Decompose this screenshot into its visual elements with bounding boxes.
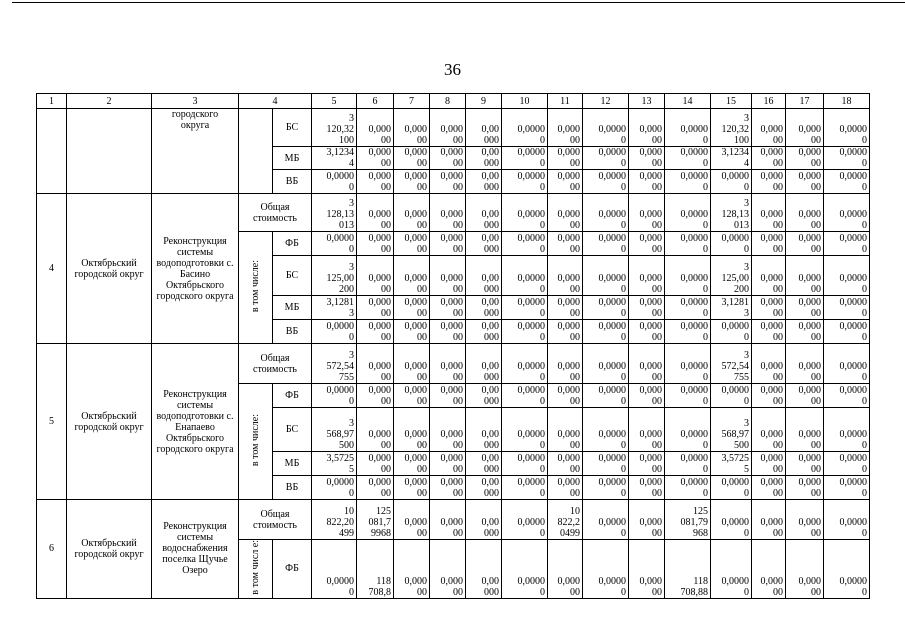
value-cell: 0,000 00: [548, 194, 583, 232]
value-cell: 0,0000 0: [583, 232, 629, 256]
value-cell: 0,000 00: [357, 320, 394, 344]
value-cell: 0,00 000: [466, 540, 502, 599]
value-cell: 10 822,2 0499: [548, 500, 583, 540]
value-cell: 0,0000 0: [583, 147, 629, 170]
value-cell: 0,0000 0: [583, 320, 629, 344]
column-header: 10: [502, 94, 548, 109]
column-header: 9: [466, 94, 502, 109]
value-cell: 0,0000 0: [824, 296, 870, 320]
value-cell: 0,000 00: [629, 296, 665, 320]
value-cell: 0,000 00: [752, 170, 786, 194]
value-cell: 0,0000 0: [583, 344, 629, 384]
value-cell: 0,000 00: [357, 147, 394, 170]
fund-code: БС: [273, 109, 312, 147]
value-cell: 0,000 00: [357, 194, 394, 232]
top-border-line: [12, 2, 905, 3]
value-cell: 0,000 00: [394, 109, 430, 147]
value-cell: 0,0000 0: [502, 344, 548, 384]
value-cell: 0,0000 0: [502, 476, 548, 500]
value-cell: 0,000 00: [629, 452, 665, 476]
value-cell: 0,000 00: [430, 452, 466, 476]
value-cell: 0,0000 0: [502, 452, 548, 476]
value-cell: 0,000 00: [548, 256, 583, 296]
value-cell: 0,000 00: [548, 320, 583, 344]
value-cell: 0,000 00: [430, 344, 466, 384]
value-cell: 0,000 00: [357, 384, 394, 408]
value-cell: 3,5725 5: [711, 452, 752, 476]
value-cell: 0,0000 0: [824, 232, 870, 256]
municipality-cell: Октябрьский городской округ: [67, 344, 152, 500]
value-cell: 0,0000 0: [665, 452, 711, 476]
column-header: 16: [752, 94, 786, 109]
value-cell: 0,0000 0: [665, 408, 711, 452]
value-cell: 0,000 00: [786, 170, 824, 194]
value-cell: 0,00 000: [466, 452, 502, 476]
column-header: 4: [239, 94, 312, 109]
value-cell: 0,000 00: [629, 147, 665, 170]
value-cell: 0,0000 0: [583, 170, 629, 194]
value-cell: 0,0000 0: [665, 384, 711, 408]
budget-table: [36, 93, 870, 599]
value-cell: 0,000 00: [629, 256, 665, 296]
value-cell: 0,000 00: [430, 540, 466, 599]
value-cell: 0,000 00: [752, 500, 786, 540]
value-cell: 0,000 00: [548, 344, 583, 384]
value-cell: 0,000 00: [752, 296, 786, 320]
value-cell: 0,000 00: [548, 452, 583, 476]
value-cell: 0,00 000: [466, 170, 502, 194]
value-cell: 0,0000 0: [312, 320, 357, 344]
municipality-cell: [67, 109, 152, 194]
value-cell: 0,000 00: [430, 476, 466, 500]
value-cell: 0,0000 0: [665, 296, 711, 320]
value-cell: 0,000 00: [548, 170, 583, 194]
value-cell: 0,000 00: [752, 540, 786, 599]
value-cell: 3 572,54 755: [312, 344, 357, 384]
value-cell: 0,000 00: [430, 194, 466, 232]
value-cell: 0,000 00: [786, 147, 824, 170]
value-cell: 118 708,8: [357, 540, 394, 599]
value-cell: 3 128,13 013: [711, 194, 752, 232]
value-cell: 0,0000 0: [824, 344, 870, 384]
value-cell: 0,0000 0: [312, 540, 357, 599]
value-cell: 0,0000 0: [665, 232, 711, 256]
column-header: 18: [824, 94, 870, 109]
value-cell: 0,000 00: [629, 540, 665, 599]
value-cell: 0,0000 0: [824, 147, 870, 170]
value-cell: 0,0000 0: [502, 170, 548, 194]
value-cell: 0,000 00: [394, 232, 430, 256]
value-cell: 0,000 00: [548, 109, 583, 147]
value-cell: 118 708,88: [665, 540, 711, 599]
value-cell: 0,000 00: [629, 109, 665, 147]
value-cell: 0,0000 0: [312, 170, 357, 194]
fund-code: БС: [273, 408, 312, 452]
value-cell: 0,000 00: [548, 408, 583, 452]
value-cell: 0,0000 0: [502, 232, 548, 256]
row-number: 4: [37, 194, 67, 344]
value-cell: 0,00 000: [466, 296, 502, 320]
value-cell: 0,000 00: [752, 320, 786, 344]
value-cell: 0,0000 0: [824, 384, 870, 408]
value-cell: 0,0000 0: [583, 540, 629, 599]
value-cell: 0,000 00: [786, 476, 824, 500]
column-header: 14: [665, 94, 711, 109]
value-cell: 0,00 000: [466, 476, 502, 500]
fund-code: ВБ: [273, 170, 312, 194]
value-cell: 0,000 00: [394, 194, 430, 232]
value-cell: 0,00 000: [466, 408, 502, 452]
value-cell: 0,0000 0: [711, 476, 752, 500]
table-row: [37, 109, 870, 147]
value-cell: 0,00 000: [466, 344, 502, 384]
value-cell: 0,000 00: [394, 408, 430, 452]
value-cell: 0,0000 0: [824, 500, 870, 540]
value-cell: 0,0000 0: [824, 194, 870, 232]
value-cell: 0,0000 0: [583, 476, 629, 500]
value-cell: 0,000 00: [629, 408, 665, 452]
value-cell: 0,00 000: [466, 147, 502, 170]
value-cell: 0,000 00: [394, 540, 430, 599]
value-cell: 0,000 00: [430, 384, 466, 408]
value-cell: 0,000 00: [786, 320, 824, 344]
value-cell: 0,0000 0: [665, 194, 711, 232]
value-cell: 3,1281 3: [711, 296, 752, 320]
value-cell: 0,0000 0: [583, 109, 629, 147]
value-cell: 3,1234 4: [711, 147, 752, 170]
value-cell: 0,00 000: [466, 256, 502, 296]
table-row: [37, 344, 870, 384]
value-cell: 0,000 00: [629, 194, 665, 232]
value-cell: 0,0000 0: [711, 320, 752, 344]
value-cell: 3 568,97 500: [312, 408, 357, 452]
value-cell: 0,000 00: [394, 500, 430, 540]
value-cell: 125 081,79 968: [665, 500, 711, 540]
blank-cell: [239, 109, 273, 194]
value-cell: 0,0000 0: [312, 384, 357, 408]
value-cell: 0,000 00: [752, 344, 786, 384]
value-cell: 0,00 000: [466, 500, 502, 540]
value-cell: 0,000 00: [548, 540, 583, 599]
column-header: 2: [67, 94, 152, 109]
value-cell: 0,0000 0: [312, 232, 357, 256]
value-cell: 0,000 00: [430, 320, 466, 344]
value-cell: 0,000 00: [786, 109, 824, 147]
value-cell: 0,0000 0: [502, 109, 548, 147]
value-cell: 0,000 00: [752, 384, 786, 408]
value-cell: 0,0000 0: [665, 147, 711, 170]
value-cell: 3 568,97 500: [711, 408, 752, 452]
fund-code: ФБ: [273, 232, 312, 256]
value-cell: 0,000 00: [752, 194, 786, 232]
object-name: Реконструкция системы водоподготовки с. Енапаево Октябрьского городского округа: [152, 344, 239, 500]
object-name: Реконструкция системы водоснабжения поселка Щучье Озеро: [152, 500, 239, 599]
value-cell: 3 125,00 200: [711, 256, 752, 296]
value-cell: 0,000 00: [548, 232, 583, 256]
value-cell: 0,000 00: [357, 170, 394, 194]
including-label: в том числе:: [239, 232, 273, 344]
value-cell: 0,0000 0: [824, 476, 870, 500]
total-cost-label: Общая стоимость: [239, 500, 312, 540]
value-cell: 0,0000 0: [824, 540, 870, 599]
value-cell: 0,000 00: [394, 256, 430, 296]
value-cell: 0,0000 0: [502, 500, 548, 540]
value-cell: 3,5725 5: [312, 452, 357, 476]
including-label: в том числе:: [239, 384, 273, 500]
value-cell: 0,00 000: [466, 194, 502, 232]
value-cell: 0,000 00: [786, 296, 824, 320]
header-row: [37, 94, 870, 109]
value-cell: 0,000 00: [629, 500, 665, 540]
value-cell: 0,000 00: [629, 384, 665, 408]
municipality-cell: Октябрьский городской округ: [67, 500, 152, 599]
value-cell: 0,0000 0: [824, 320, 870, 344]
table-row: [37, 500, 870, 540]
value-cell: 0,000 00: [394, 296, 430, 320]
total-cost-label: Общая стоимость: [239, 194, 312, 232]
total-cost-label: Общая стоимость: [239, 344, 312, 384]
value-cell: 0,0000 0: [583, 296, 629, 320]
fund-code: МБ: [273, 296, 312, 320]
column-header: 17: [786, 94, 824, 109]
value-cell: 0,000 00: [394, 476, 430, 500]
value-cell: 0,000 00: [430, 170, 466, 194]
value-cell: 0,00 000: [466, 109, 502, 147]
fund-code: ВБ: [273, 320, 312, 344]
value-cell: 0,00 000: [466, 232, 502, 256]
table-row: [37, 194, 870, 232]
value-cell: 0,000 00: [430, 256, 466, 296]
value-cell: 0,000 00: [357, 476, 394, 500]
value-cell: 0,000 00: [548, 147, 583, 170]
value-cell: 0,0000 0: [583, 256, 629, 296]
value-cell: 0,0000 0: [711, 232, 752, 256]
value-cell: 0,000 00: [629, 344, 665, 384]
value-cell: 0,000 00: [430, 296, 466, 320]
value-cell: 0,0000 0: [583, 408, 629, 452]
value-cell: 0,0000 0: [711, 170, 752, 194]
object-name: городского округа: [152, 109, 239, 194]
value-cell: 0,000 00: [786, 408, 824, 452]
value-cell: 0,000 00: [752, 452, 786, 476]
page-number: 36: [444, 60, 461, 79]
value-cell: 0,0000 0: [665, 170, 711, 194]
value-cell: 0,0000 0: [824, 408, 870, 452]
value-cell: 0,000 00: [786, 384, 824, 408]
column-header: 8: [430, 94, 466, 109]
value-cell: 0,000 00: [430, 500, 466, 540]
value-cell: 0,0000 0: [502, 320, 548, 344]
column-header: 11: [548, 94, 583, 109]
value-cell: 0,0000 0: [502, 256, 548, 296]
value-cell: 0,0000 0: [665, 256, 711, 296]
value-cell: 0,0000 0: [312, 476, 357, 500]
value-cell: 0,0000 0: [824, 452, 870, 476]
value-cell: 0,0000 0: [502, 540, 548, 599]
value-cell: 0,000 00: [430, 109, 466, 147]
value-cell: 0,0000 0: [711, 540, 752, 599]
value-cell: 0,0000 0: [824, 256, 870, 296]
fund-code: МБ: [273, 452, 312, 476]
value-cell: 0,0000 0: [665, 344, 711, 384]
fund-code: МБ: [273, 147, 312, 170]
value-cell: 0,0000 0: [711, 500, 752, 540]
value-cell: 0,000 00: [394, 344, 430, 384]
value-cell: 3 572,54 755: [711, 344, 752, 384]
value-cell: 0,000 00: [786, 232, 824, 256]
value-cell: 3,1234 4: [312, 147, 357, 170]
value-cell: 0,0000 0: [502, 194, 548, 232]
value-cell: 0,000 00: [786, 256, 824, 296]
column-header: 1: [37, 94, 67, 109]
value-cell: 0,000 00: [394, 170, 430, 194]
fund-code: БС: [273, 256, 312, 296]
value-cell: 0,0000 0: [583, 452, 629, 476]
value-cell: 0,000 00: [430, 408, 466, 452]
value-cell: 0,0000 0: [583, 500, 629, 540]
value-cell: 0,0000 0: [824, 170, 870, 194]
value-cell: 0,000 00: [357, 256, 394, 296]
value-cell: 0,000 00: [752, 147, 786, 170]
value-cell: 0,000 00: [394, 320, 430, 344]
table-body: [37, 94, 870, 599]
column-header: 13: [629, 94, 665, 109]
column-header: 12: [583, 94, 629, 109]
value-cell: 0,000 00: [357, 408, 394, 452]
value-cell: 3 125,00 200: [312, 256, 357, 296]
column-header: 6: [357, 94, 394, 109]
value-cell: 0,000 00: [629, 476, 665, 500]
value-cell: 125 081,7 9968: [357, 500, 394, 540]
value-cell: 0,000 00: [752, 109, 786, 147]
value-cell: 10 822,20 499: [312, 500, 357, 540]
value-cell: 0,000 00: [786, 452, 824, 476]
value-cell: 3 120,32 100: [711, 109, 752, 147]
value-cell: 0,000 00: [394, 147, 430, 170]
column-header: 3: [152, 94, 239, 109]
value-cell: 0,0000 0: [502, 408, 548, 452]
value-cell: 3 120,32 100: [312, 109, 357, 147]
value-cell: 0,000 00: [548, 476, 583, 500]
value-cell: 0,000 00: [752, 256, 786, 296]
column-header: 15: [711, 94, 752, 109]
object-name: Реконструкция системы водоподготовки с. Басино Октябрьского городского округа: [152, 194, 239, 344]
value-cell: 0,000 00: [752, 476, 786, 500]
column-header: 7: [394, 94, 430, 109]
row-number: 5: [37, 344, 67, 500]
municipality-cell: Октябрьский городской округ: [67, 194, 152, 344]
value-cell: 0,000 00: [786, 540, 824, 599]
value-cell: 0,0000 0: [665, 476, 711, 500]
value-cell: 0,000 00: [786, 194, 824, 232]
value-cell: 0,0000 0: [583, 384, 629, 408]
value-cell: 0,000 00: [430, 232, 466, 256]
value-cell: 0,0000 0: [502, 147, 548, 170]
value-cell: 0,0000 0: [824, 109, 870, 147]
value-cell: 0,000 00: [548, 384, 583, 408]
value-cell: 0,00 000: [466, 384, 502, 408]
value-cell: 0,000 00: [629, 320, 665, 344]
value-cell: 0,000 00: [786, 344, 824, 384]
fund-code: ФБ: [273, 540, 312, 599]
value-cell: 0,0000 0: [502, 384, 548, 408]
value-cell: 0,000 00: [629, 170, 665, 194]
value-cell: 0,000 00: [394, 452, 430, 476]
value-cell: 0,000 00: [752, 408, 786, 452]
value-cell: 0,0000 0: [665, 109, 711, 147]
value-cell: 0,000 00: [430, 147, 466, 170]
value-cell: 0,0000 0: [711, 384, 752, 408]
value-cell: 0,0000 0: [502, 296, 548, 320]
value-cell: 0,000 00: [786, 500, 824, 540]
including-label: в том числ е:: [239, 540, 273, 599]
value-cell: 3 128,13 013: [312, 194, 357, 232]
column-header: 5: [312, 94, 357, 109]
value-cell: 0,000 00: [357, 232, 394, 256]
value-cell: 0,0000 0: [583, 194, 629, 232]
value-cell: 0,0000 0: [665, 320, 711, 344]
value-cell: 0,000 00: [548, 296, 583, 320]
value-cell: 0,000 00: [629, 232, 665, 256]
value-cell: 0,00 000: [466, 320, 502, 344]
row-number: [37, 109, 67, 194]
value-cell: 0,000 00: [357, 296, 394, 320]
value-cell: 0,000 00: [357, 344, 394, 384]
value-cell: 0,000 00: [394, 384, 430, 408]
fund-code: ВБ: [273, 476, 312, 500]
value-cell: 0,000 00: [357, 109, 394, 147]
value-cell: 0,000 00: [357, 452, 394, 476]
fund-code: ФБ: [273, 384, 312, 408]
row-number: 6: [37, 500, 67, 599]
value-cell: 3,1281 3: [312, 296, 357, 320]
value-cell: 0,000 00: [752, 232, 786, 256]
